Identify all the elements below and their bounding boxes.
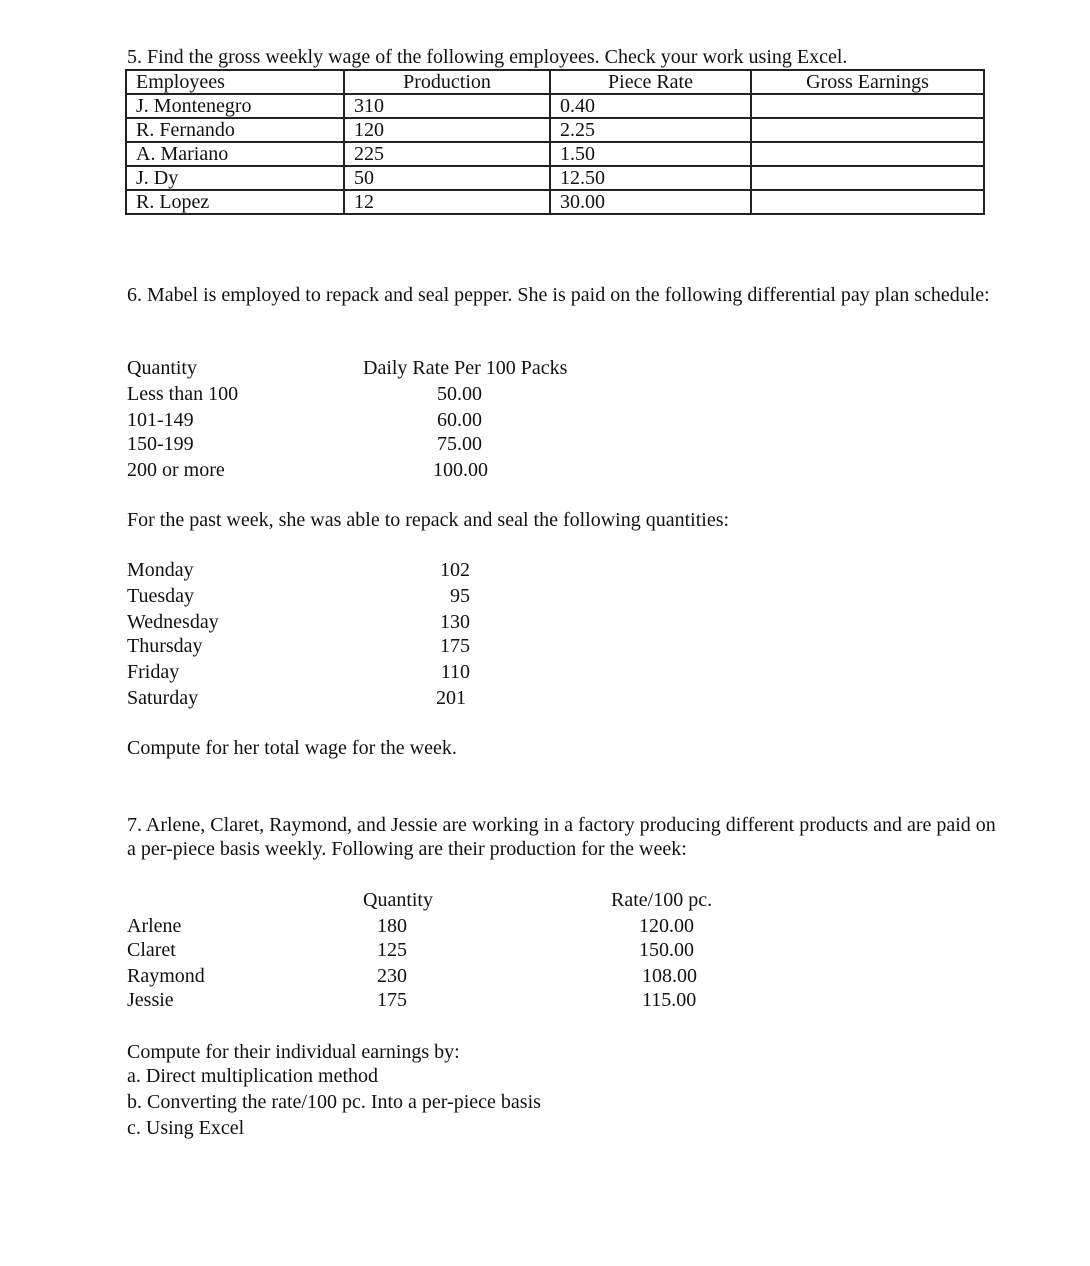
day-label: Friday [127,661,180,683]
header-employees: Employees [126,70,344,94]
employee-name: J. Dy [126,166,344,190]
day-quantity: 95 [450,585,470,607]
piece-rate-value: 30.00 [550,190,751,214]
day-label: Tuesday [127,585,195,607]
gross-wage-table [125,69,985,215]
employee-name: A. Mariano [126,142,344,166]
worker-name: Raymond [127,965,205,987]
problem6-intro: 6. Mabel is employed to repack and seal pepper. She is paid on the following differential pay plan schedule: [127,284,990,306]
gross-earnings-cell [751,190,984,214]
piece-rate-value: 1.50 [550,142,751,166]
problem6-question: Compute for her total wage for the week. [127,737,457,759]
header-production: Production [344,70,550,94]
worker-rate: 150.00 [639,939,694,961]
compute-intro: Compute for their individual earnings by: [127,1041,460,1063]
method-item: a. Direct multiplication method [127,1065,379,1087]
day-quantity: 102 [440,559,470,581]
day-quantity: 110 [440,661,470,683]
employee-name: R. Lopez [126,190,344,214]
gross-earnings-cell [751,94,984,118]
schedule-rate: 100.00 [433,459,488,481]
worker-rate: 120.00 [639,915,694,937]
method-item: b. Converting the rate/100 pc. Into a per-piece basis [127,1091,541,1113]
day-quantity: 175 [440,635,470,657]
table-row [126,142,984,166]
schedule-rate: 50.00 [437,383,482,405]
table-header-row [126,70,984,94]
gross-earnings-cell [751,118,984,142]
production-value: 12 [344,190,550,214]
header-gross-earnings: Gross Earnings [751,70,984,94]
worker-name: Arlene [127,915,182,937]
schedule-range: 150-199 [127,433,194,455]
schedule-header-quantity: Quantity [127,357,197,379]
workers-header-rate: Rate/100 pc. [611,889,713,911]
workers-header-quantity: Quantity [363,889,433,911]
production-value: 310 [344,94,550,118]
table-row [126,118,984,142]
day-label: Monday [127,559,194,581]
table-row [126,190,984,214]
employee-name: R. Fernando [126,118,344,142]
problem5-heading: 5. Find the gross weekly wage of the following employees. Check your work using Excel. [127,46,848,68]
piece-rate-value: 0.40 [550,94,751,118]
day-label: Wednesday [127,611,219,633]
week-intro: For the past week, she was able to repack and seal the following quantities: [127,509,730,531]
worker-quantity: 125 [377,939,407,961]
table-row [126,166,984,190]
problem7-intro: 7. Arlene, Claret, Raymond, and Jessie are working in a factory producing different products and are paid on a per-piece basis weekly. Following are their production for the week: [127,814,996,860]
worker-name: Jessie [127,989,174,1011]
worker-quantity: 180 [377,915,407,937]
day-label: Thursday [127,635,203,657]
schedule-range: 101-149 [127,409,194,431]
piece-rate-value: 12.50 [550,166,751,190]
day-quantity: 201 [436,687,466,709]
production-value: 50 [344,166,550,190]
schedule-range: 200 or more [127,459,225,481]
worker-name: Claret [127,939,176,961]
header-piece-rate: Piece Rate [550,70,751,94]
schedule-range: Less than 100 [127,383,239,405]
worker-quantity: 175 [377,989,407,1011]
production-value: 225 [344,142,550,166]
method-item: c. Using Excel [127,1117,245,1139]
worker-quantity: 230 [377,965,407,987]
day-quantity: 130 [440,611,470,633]
employee-name: J. Montenegro [126,94,344,118]
gross-earnings-cell [751,142,984,166]
schedule-header-rate: Daily Rate Per 100 Packs [363,357,568,379]
production-value: 120 [344,118,550,142]
schedule-rate: 60.00 [437,409,482,431]
worker-rate: 115.00 [642,989,697,1011]
table-row [126,94,984,118]
piece-rate-value: 2.25 [550,118,751,142]
gross-earnings-cell [751,166,984,190]
day-label: Saturday [127,687,199,709]
schedule-rate: 75.00 [437,433,482,455]
worker-rate: 108.00 [642,965,697,987]
